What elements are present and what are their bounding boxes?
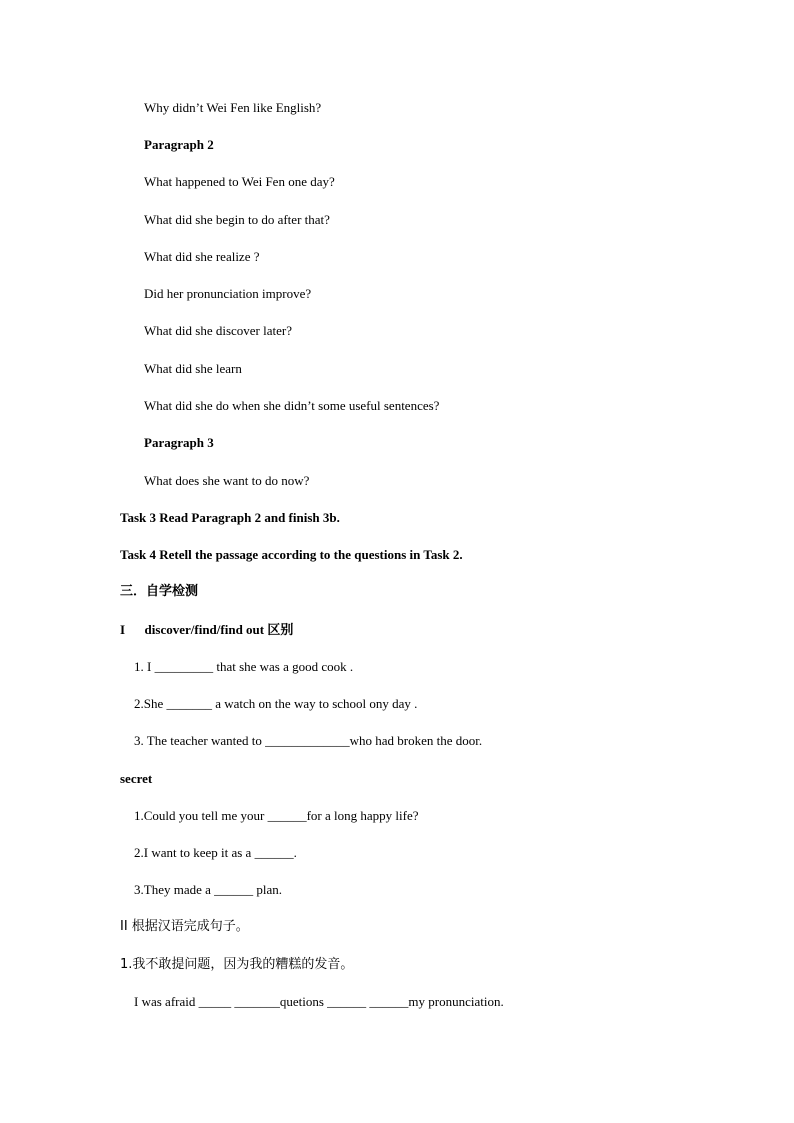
part-1-heading: I discover/find/find out 区别 [120, 622, 294, 637]
task-4-instruction: Task 4 Retell the passage according to the questions in Task 2. [120, 547, 463, 562]
question-line: Did her pronunciation improve? [144, 286, 312, 301]
translation-item: 1.我不敢提问题，因为我的糟糕的发音。 [120, 957, 354, 972]
question-why-not-like-english: Why didn’t Wei Fen like English? [144, 100, 322, 115]
question-line: What does she want to do now? [144, 473, 310, 488]
secret-heading: secret [120, 771, 153, 786]
part-2-heading: II 根据汉语完成句子。 [120, 919, 249, 934]
exercise-item: 3.They made a ______ plan. [134, 882, 283, 897]
question-line: What did she discover later? [144, 323, 292, 338]
question-line: What happened to Wei Fen one day? [144, 174, 335, 189]
exercise-item: 1. I _________ that she was a good cook . [134, 659, 354, 674]
exercise-item: 3. The teacher wanted to _____________who had broken the door. [134, 733, 483, 748]
question-line: What did she learn [144, 361, 242, 376]
paragraph-3-heading: Paragraph 3 [144, 435, 214, 450]
exercise-item: 2.I want to keep it as a ______. [134, 845, 297, 860]
question-line: What did she do when she didn’t some useful sentences? [144, 398, 440, 413]
question-line: What did she begin to do after that? [144, 212, 330, 227]
exercise-item: 2.She _______ a watch on the way to school ony day . [134, 696, 418, 711]
exercise-item: 1.Could you tell me your ______for a long happy life? [134, 808, 419, 823]
self-test-section-heading: 三．自学检测 [120, 584, 199, 599]
question-line: What did she realize ? [144, 249, 260, 264]
paragraph-2-heading: Paragraph 2 [144, 137, 214, 152]
translation-answer-line: I was afraid _____ _______quetions ______ ______my pronunciation. [134, 994, 504, 1009]
task-3-instruction: Task 3 Read Paragraph 2 and finish 3b. [120, 510, 340, 525]
